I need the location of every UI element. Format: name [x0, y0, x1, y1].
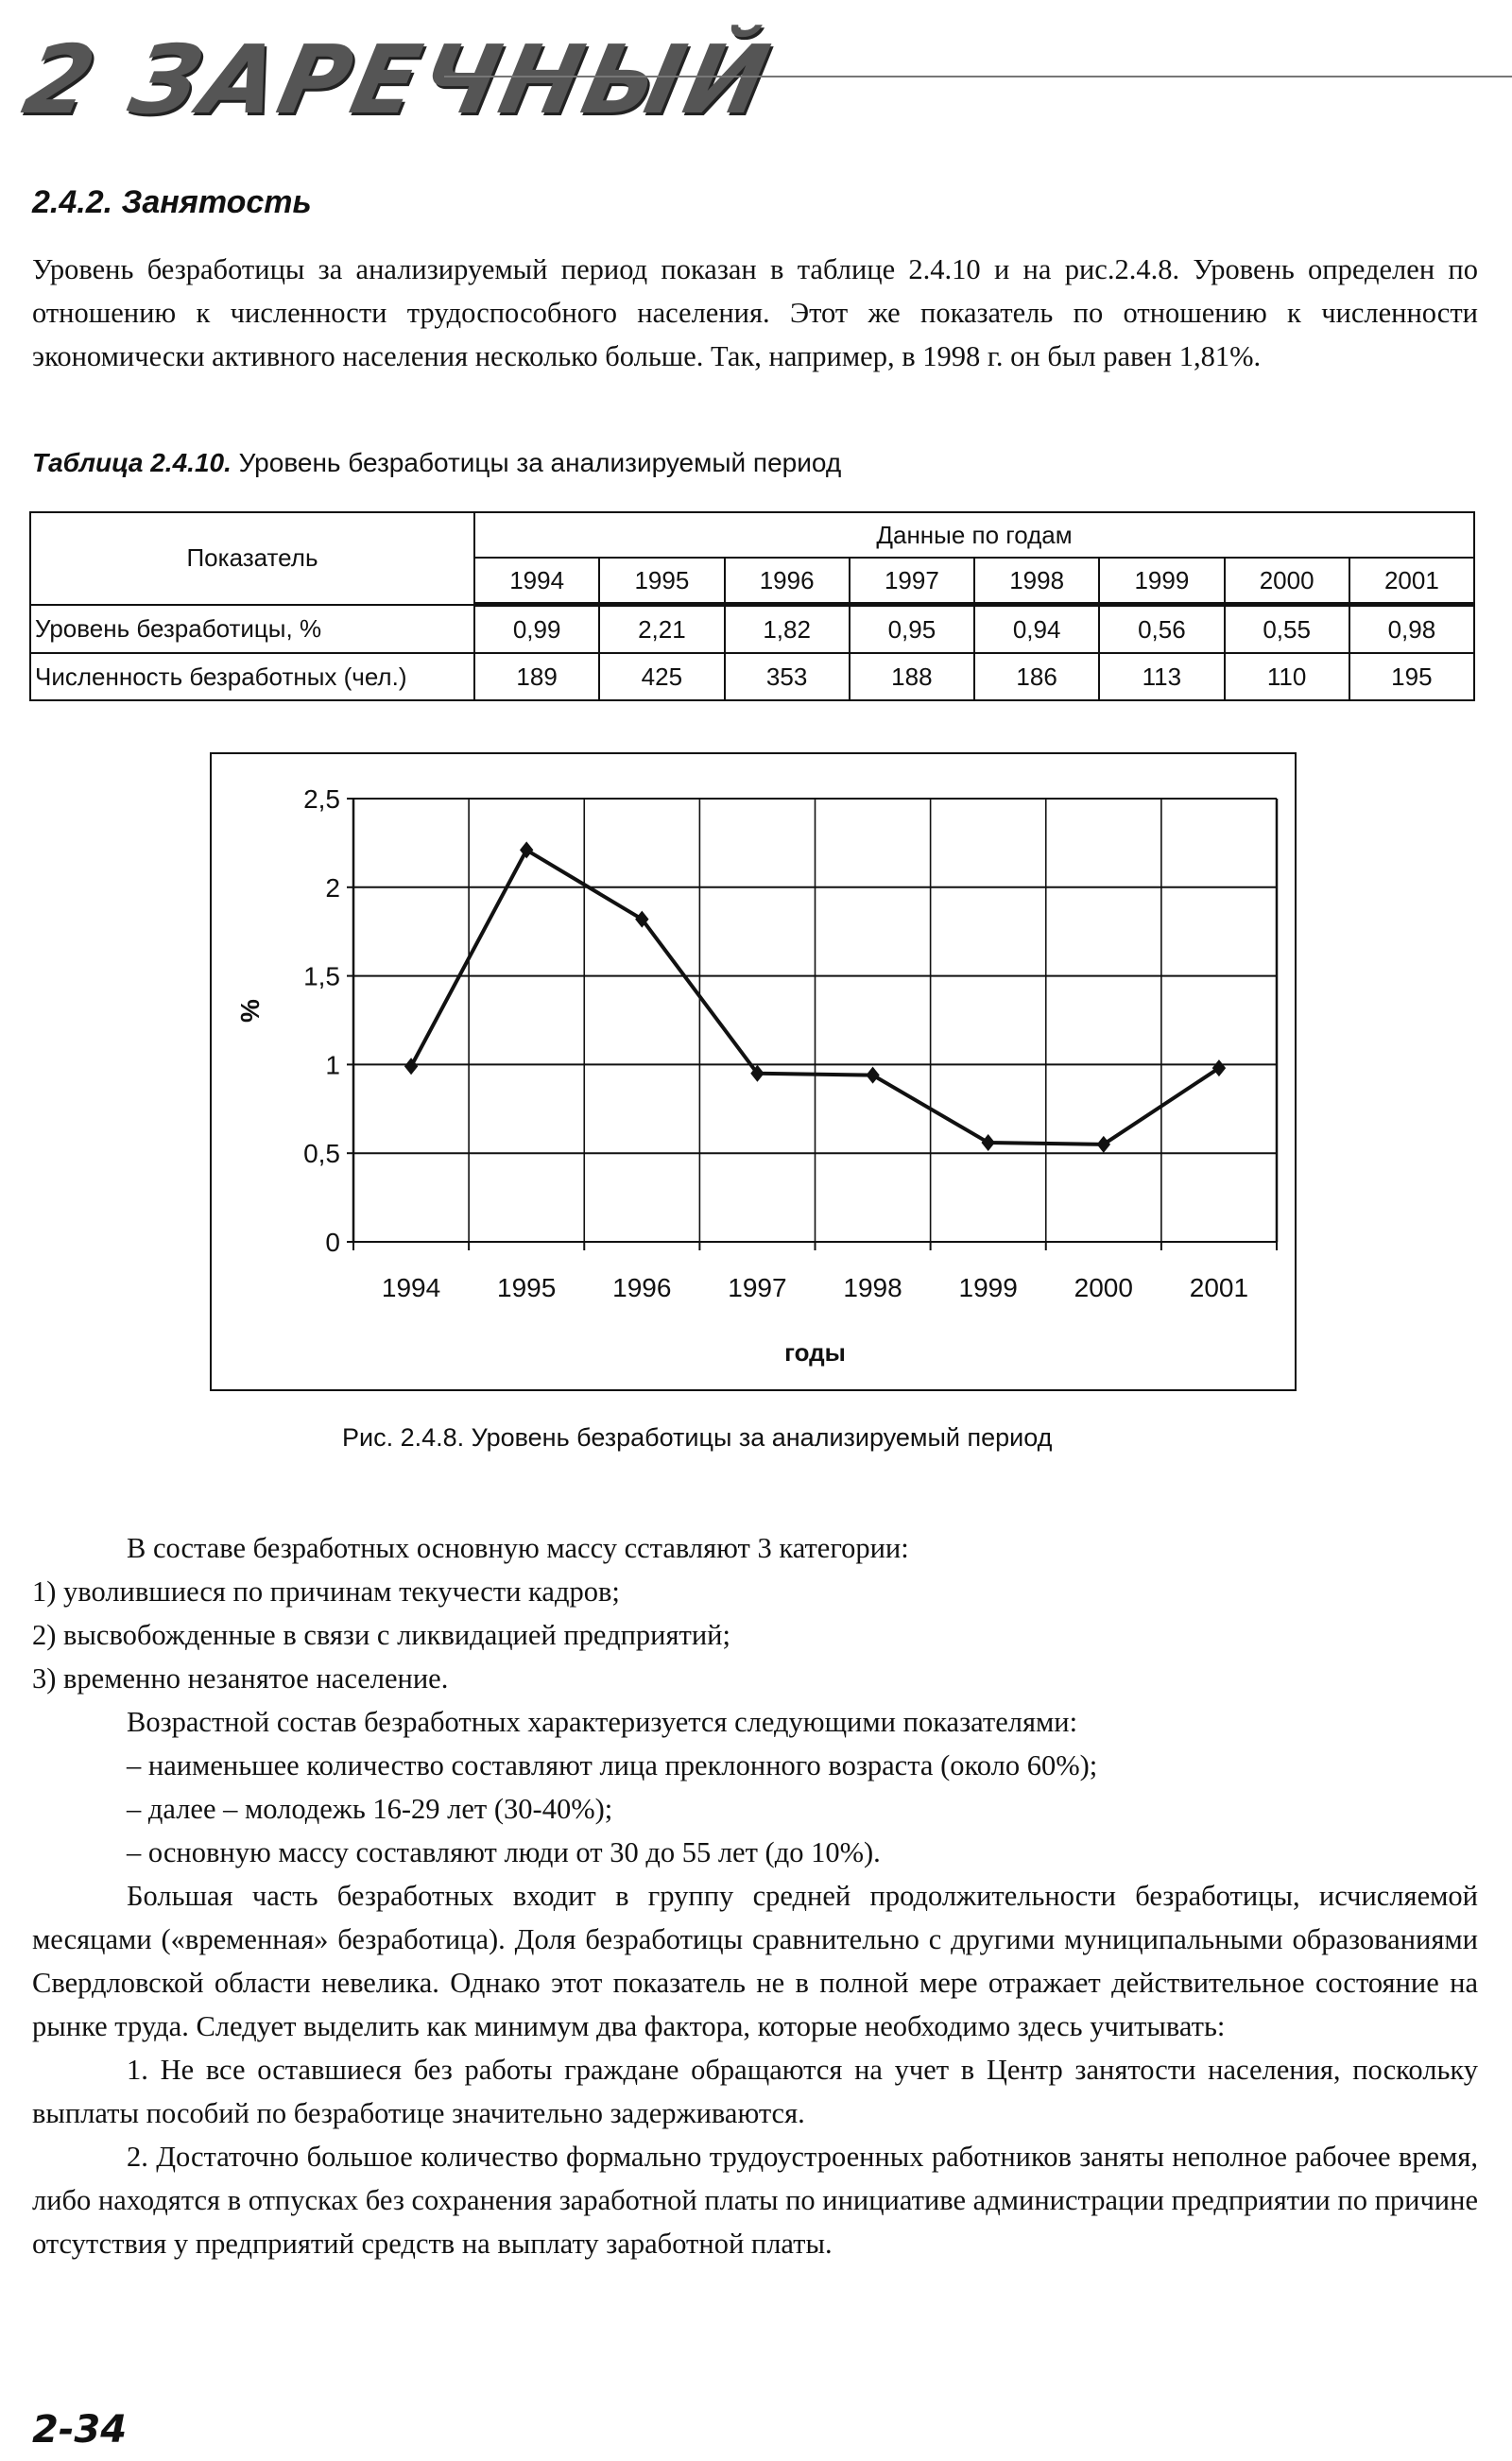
chart-grid	[353, 799, 1277, 1242]
body-paragraph: Возрастной состав безработных характеризуется следующими показателями:	[127, 1706, 1078, 1738]
x-axis-title: годы	[784, 1338, 846, 1367]
table-cell: 188	[850, 653, 974, 700]
factor-item: 2. Достаточно большое количество формально трудоустроенных работников заняты неполное рабочее время, либо находятся в отпусках без сохранения заработной платы по инициативе администрации предприятии по причине отсутствия у предприятий средств на выплату заработной платы.	[32, 2141, 1478, 2260]
table-cell: 189	[474, 653, 599, 700]
x-tick-label: 1996	[612, 1273, 672, 1302]
x-tick-label: 1995	[497, 1273, 557, 1302]
body-text	[32, 1526, 1478, 2265]
x-tick-label: 1997	[728, 1273, 787, 1302]
table-cell: 113	[1099, 653, 1224, 700]
y-tick-label: 0	[325, 1228, 340, 1257]
figure-caption: Рис. 2.4.8. Уровень безработицы за анализируемый период	[342, 1423, 1053, 1452]
table-cell: 353	[725, 653, 850, 700]
table-cell: 0,94	[974, 605, 1099, 654]
age-item: – далее – молодежь 16-29 лет (30-40%);	[127, 1793, 613, 1825]
year-header: 1999	[1099, 558, 1224, 605]
data-point-marker	[866, 1067, 879, 1084]
data-point-marker	[1212, 1059, 1226, 1076]
chapter-banner: 2 ЗАРЕЧНЫЙ	[14, 25, 782, 135]
year-header: 2000	[1225, 558, 1349, 605]
table-caption-label: Таблица 2.4.10.	[32, 448, 232, 477]
category-item: 2) высвобожденные в связи с ликвидацией предприятий;	[32, 1619, 730, 1651]
group-header-years: Данные по годам	[474, 512, 1474, 558]
row-label: Уровень безработицы, %	[30, 605, 474, 654]
year-header: 2001	[1349, 558, 1474, 605]
chart-labels	[235, 784, 1248, 1367]
table-header-row	[30, 512, 1474, 558]
section-title: 2.4.2. Занятость	[32, 184, 312, 220]
y-tick-label: 0,5	[303, 1139, 340, 1169]
page-number: 2-34	[32, 2408, 128, 2452]
table-cell: 195	[1349, 653, 1474, 700]
year-header: 1997	[850, 558, 974, 605]
year-header: 1998	[974, 558, 1099, 605]
table-cell: 0,95	[850, 605, 974, 654]
year-header: 1995	[599, 558, 724, 605]
year-header: 1994	[474, 558, 599, 605]
table-cell: 1,82	[725, 605, 850, 654]
y-tick-label: 2,5	[303, 784, 340, 814]
table-cell: 0,98	[1349, 605, 1474, 654]
intro-paragraph: Уровень безработицы за анализируемый период показан в таблице 2.4.10 и на рис.2.4.8. Уровень определен по отношению к численности трудоспособного населения. Этот же показатель по отношению к численности экономически активного населения несколько больше. Так, например, в 1998 г. он был равен 1,81%.	[32, 253, 1478, 372]
table-caption	[32, 448, 841, 478]
table-cell: 110	[1225, 653, 1349, 700]
category-item: 3) временно незанятое население.	[32, 1662, 449, 1695]
body-paragraph: Большая часть безработных входит в группу средней продолжительности безработицы, исчисляемой месяцами («временная» безработица). Доля безработицы сравнительно с другими муниципальными образованиями Свердловской области невелика. Однако этот показатель не в полной мере отражает действительное состояние на рынке труда. Следует выделить как минимум два фактора, которые необходимо здесь учитывать:	[32, 1880, 1478, 2042]
table-cell: 0,56	[1099, 605, 1224, 654]
table-row	[30, 653, 1474, 700]
banner-rule	[444, 76, 1512, 77]
category-item: 1) уволившиеся по причинам текучести кадров;	[32, 1575, 620, 1608]
year-header: 1996	[725, 558, 850, 605]
table-cell: 186	[974, 653, 1099, 700]
row-label: Численность безработных (чел.)	[30, 653, 474, 700]
x-tick-label: 1994	[381, 1273, 441, 1302]
x-tick-label: 1998	[843, 1273, 902, 1302]
age-item: – основную массу составляют люди от 30 до 55 лет (до 10%).	[127, 1836, 881, 1868]
unemployment-line-chart	[210, 752, 1297, 1391]
y-axis-title: %	[235, 999, 265, 1023]
x-tick-label: 1999	[958, 1273, 1018, 1302]
data-point-marker	[1097, 1136, 1110, 1153]
x-tick-label: 2001	[1189, 1273, 1249, 1302]
table-row	[30, 605, 1474, 654]
table-cell: 425	[599, 653, 724, 700]
chart-axes	[347, 799, 1277, 1250]
x-tick-label: 2000	[1074, 1273, 1133, 1302]
table-cell: 0,99	[474, 605, 599, 654]
data-point-marker	[981, 1134, 994, 1151]
y-tick-label: 1	[325, 1050, 340, 1080]
col-header-indicator: Показатель	[30, 512, 474, 605]
unemployment-table	[29, 511, 1475, 701]
y-tick-label: 1,5	[303, 961, 340, 991]
body-paragraph: В составе безработных основную массу сставляют 3 категории:	[127, 1532, 909, 1564]
age-item: – наименьшее количество составляют лица преклонного возраста (около 60%);	[127, 1749, 1098, 1781]
y-tick-label: 2	[325, 872, 340, 903]
table-cell: 2,21	[599, 605, 724, 654]
table-cell: 0,55	[1225, 605, 1349, 654]
factor-item: 1. Не все оставшиеся без работы граждане обращаются на учет в Центр занятости населения, поскольку выплаты пособий по безработице значительно задерживаются.	[32, 2054, 1478, 2129]
table-caption-text: Уровень безработицы за анализируемый период	[231, 448, 842, 477]
